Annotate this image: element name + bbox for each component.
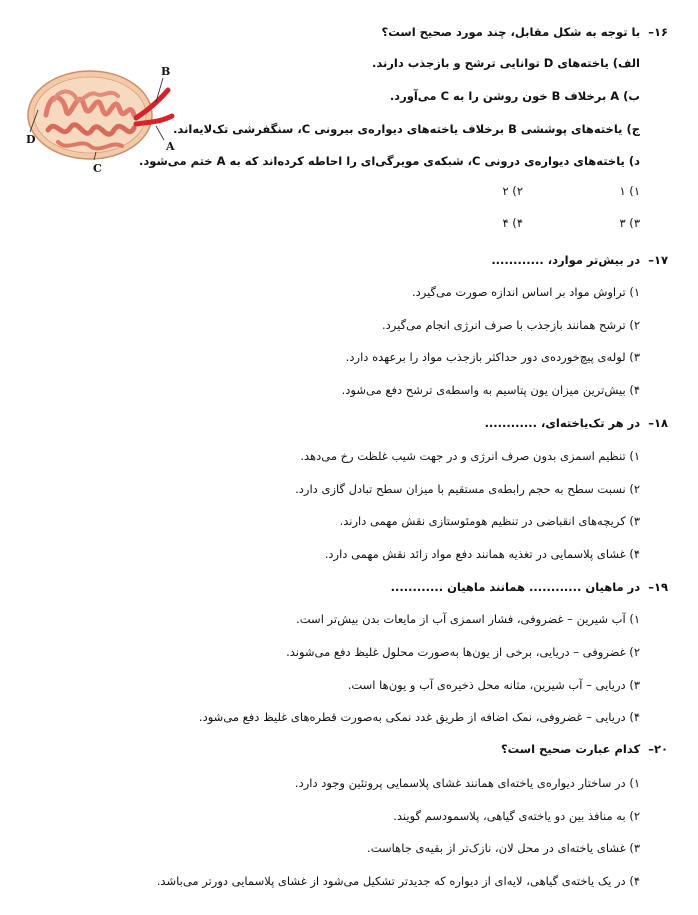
q20-option-2[interactable]: ۲) به منافذ بین دو یاخته‌ی گیاهی، پلاسمودسم گویند. (393, 809, 640, 823)
question-number: ۱۷– (648, 253, 668, 267)
q19-option-2[interactable]: ۲) غضروفی – دریایی، برخی از یون‌ها به‌صورت محلول غلیظ دفع می‌شوند. (286, 645, 640, 659)
q16-item-a: الف) یاخته‌های D توانایی ترشح و بازجذب دارند. (371, 56, 640, 70)
q20-option-4[interactable]: ۴) در یک یاخته‌ی گیاهی، لایه‌ای از دیواره که جدیدتر تشکیل می‌شود از غشای پلاسمایی دورتر می‌باشد. (156, 874, 640, 888)
q18-option-2[interactable]: ۲) نسبت سطح به حجم رابطه‌ی مستقیم با میزان سطح تبادل گازی دارد. (295, 482, 640, 496)
question-number: ۲۰– (648, 742, 668, 756)
question-title: با توجه به شکل مقابل، چند مورد صحیح است؟ (381, 25, 641, 39)
q17-option-3[interactable]: ۳) لوله‌ی پیچ‌خورده‌ی دور حداکثر بازجذب مواد را برعهده دارد. (345, 350, 640, 364)
q18-option-1[interactable]: ۱) تنظیم اسمزی بدون صرف انرژی و در جهت شیب غلظت رخ می‌دهد. (300, 449, 640, 463)
q16-option-4[interactable]: ۴) ۴ (502, 216, 523, 230)
q16-item-c: ج) یاخته‌های پوششی B برخلاف یاخته‌های دیواره‌ی بیرونی C، سنگفرشی تک‌لایه‌اند. (173, 122, 640, 136)
question-17-heading (491, 253, 668, 267)
q20-option-1[interactable]: ۱) در ساختار دیواره‌ی یاخته‌ای همانند غشای پلاسمایی پروتئین وجود دارد. (294, 776, 640, 790)
q18-option-4[interactable]: ۴) غشای پلاسمایی در تغذیه همانند دفع مواد زائد نقش مهمی دارد. (324, 547, 640, 561)
figure-label-b: B (161, 65, 171, 78)
q16-item-b: ب) A برخلاف B خون روشن را به C می‌آورد. (389, 89, 640, 103)
q17-option-1[interactable]: ۱) تراوش مواد بر اساس اندازه صورت می‌گیرد. (411, 285, 640, 299)
q19-option-1[interactable]: ۱) آب شیرین – غضروفی، فشار اسمزی آب از مایعات بدن بیش‌تر است. (296, 612, 640, 626)
question-16-heading (382, 25, 668, 39)
q20-option-3[interactable]: ۳) غشای یاخته‌ای در محل لان، نازک‌تر از بقیه‌ی جاهاست. (367, 841, 640, 855)
question-number: ۱۸– (648, 416, 668, 430)
question-number: ۱۹– (648, 580, 668, 594)
figure-label-d: D (26, 133, 36, 146)
q16-item-d: د) یاخته‌های دیواره‌ی درونی C، شبکه‌ی مویرگی‌ای را احاطه کرده‌اند که به A ختم می‌شود. (139, 154, 640, 168)
figure-label-c: C (93, 162, 102, 175)
question-title: کدام عبارت صحیح است؟ (500, 742, 641, 756)
question-20-heading (501, 742, 668, 756)
question-number: ۱۶– (648, 25, 668, 39)
question-19-heading (391, 580, 668, 594)
q19-option-4[interactable]: ۴) دریایی – غضروفی، نمک اضافه از طریق غدد نمکی به‌صورت قطره‌های غلیظ دفع می‌شود. (198, 710, 640, 724)
question-title: در هر تک‌یاخته‌ای، ............ (484, 416, 641, 430)
nephron-illustration (18, 60, 183, 175)
q17-option-4[interactable]: ۴) بیش‌ترین میزان یون پتاسیم به واسطه‌ی ترشح دفع می‌شود. (341, 383, 640, 397)
question-18-heading (485, 416, 668, 430)
q18-option-3[interactable]: ۳) کریچه‌های انقباضی در تنظیم هومئوستازی نقش مهمی دارند. (339, 514, 640, 528)
q19-option-3[interactable]: ۳) دریایی – آب شیرین، مثانه محل ذخیره‌ی آب و یون‌ها است. (347, 678, 640, 692)
q16-option-3[interactable]: ۳) ۳ (619, 216, 640, 230)
figure-label-a: A (166, 140, 175, 153)
nephron-figure (18, 60, 183, 175)
q16-option-2[interactable]: ۲) ۲ (502, 184, 523, 198)
question-title: در ماهیان ............ همانند ماهیان ............ (390, 580, 641, 594)
question-title: در بیش‌تر موارد، ............ (491, 253, 641, 267)
q16-option-1[interactable]: ۱) ۱ (619, 184, 640, 198)
q17-option-2[interactable]: ۲) ترشح همانند بازجذب با صرف انرژی انجام می‌گیرد. (382, 318, 640, 332)
